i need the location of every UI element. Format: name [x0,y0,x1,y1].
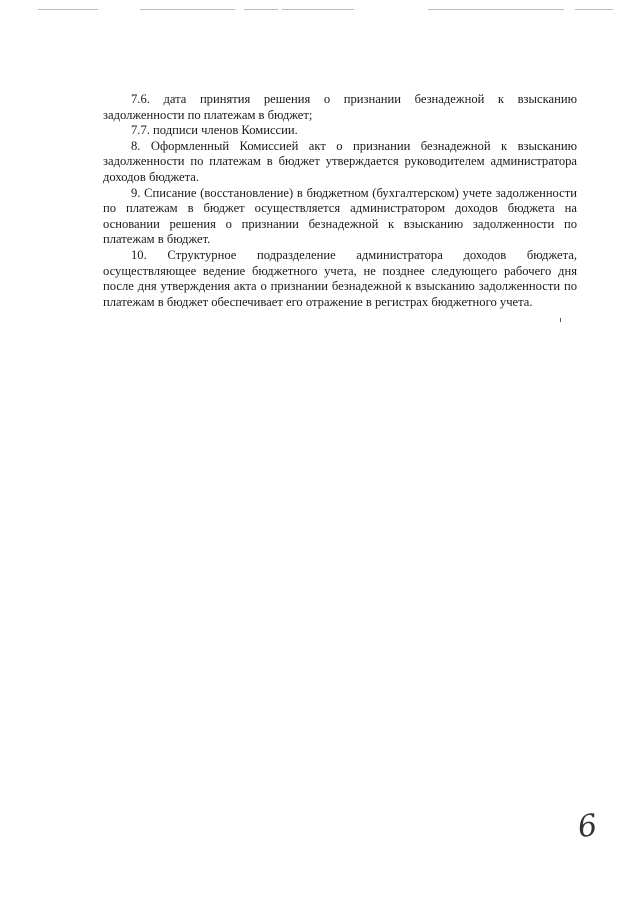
handwritten-page-number: 6 [575,807,600,846]
document-body [103,92,577,310]
scan-artifact-line [282,9,354,10]
scan-artifact-line [575,9,613,10]
paragraph-8: 8. Оформленный Комиссией акт о признании безнадежной к взысканию задолженности по платежам в бюджет утверждается руководителем администратора доходов бюджета. [103,138,577,184]
paragraph-10: 10. Структурное подразделение администратора доходов бюджета, осуществляющее ведение бюджетного учета, не позднее следующего рабочего дня после дня утверждения акта о признании безнадежной к взысканию задолженности по платежам в бюджет обеспечивает его отражение в регистрах бюджетного учета. [103,247,577,309]
scan-artifact-line [428,9,564,10]
scan-artifact-line [38,9,98,10]
paragraph-9: 9. Списание (восстановление) в бюджетном (бухгалтерском) учете задолженности по платежам в бюджет осуществляется администратором доходов бюджета на основании решения о признании безнадежной к взысканию задолженности по платежам в бюджет. [103,185,577,247]
scan-artifact-line [140,9,235,10]
scan-artifact-mark [560,318,561,322]
scan-artifact-line [244,9,278,10]
paragraph-7-7: 7.7. подписи членов Комиссии. [131,123,298,138]
paragraph-7-6: 7.6. дата принятия решения о признании безнадежной к взысканию задолженности по платежам в бюджет; [103,92,577,122]
